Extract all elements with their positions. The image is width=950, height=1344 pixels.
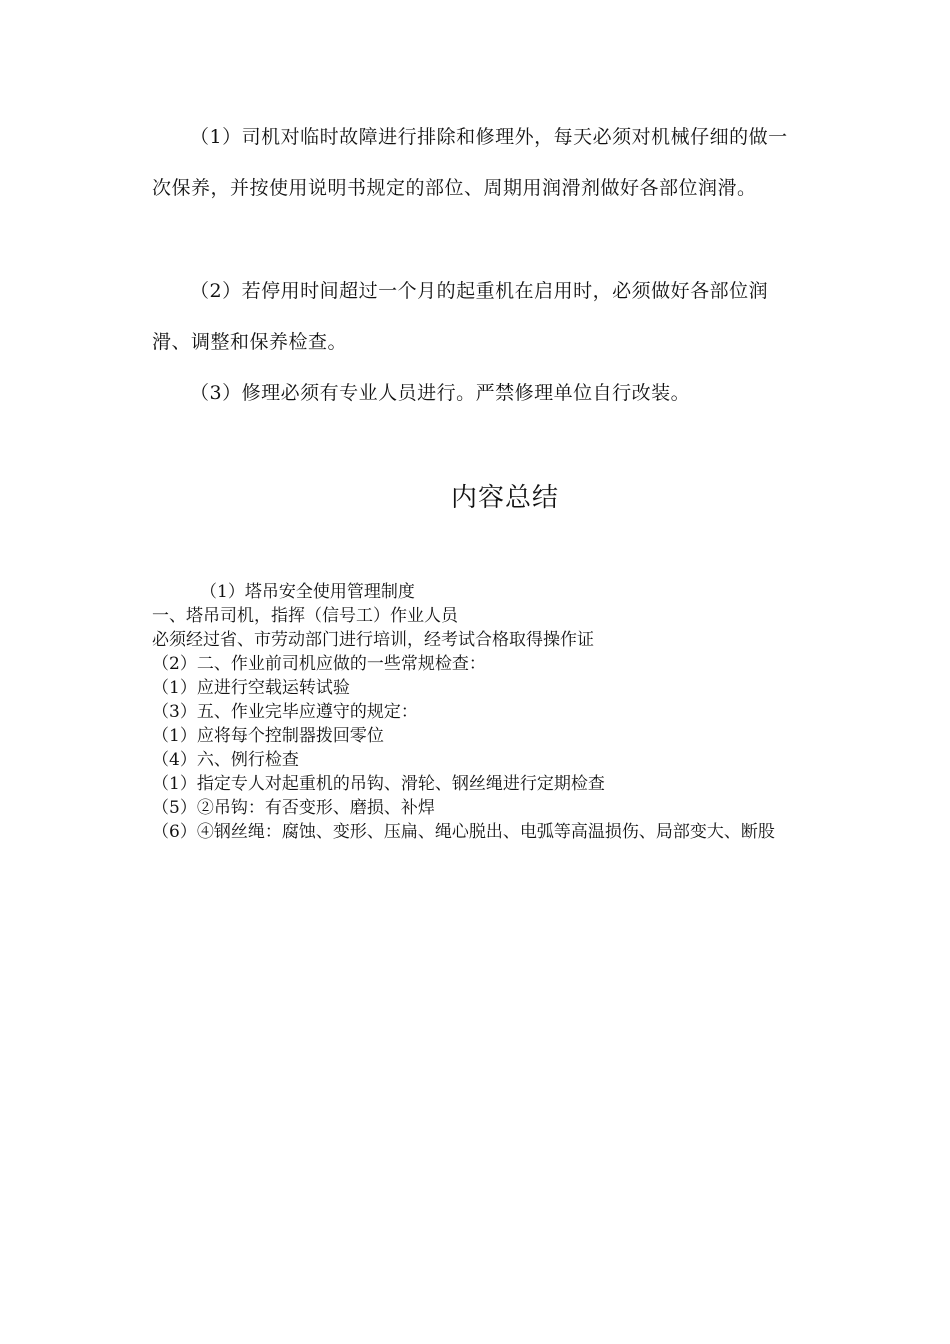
summary-line: （1）塔吊安全使用管理制度 — [200, 582, 415, 602]
paragraph-maintenance-repair: （3）修理必须有专业人员进行。严禁修理单位自行改装。 — [190, 382, 691, 404]
summary-line: 必须经过省、市劳动部门进行培训，经考试合格取得操作证 — [152, 630, 594, 650]
summary-line: （2）二、作业前司机应做的一些常规检查： — [152, 654, 486, 674]
summary-line: （4）六、例行检查 — [152, 750, 299, 770]
summary-line: （1）应进行空载运转试验 — [152, 678, 350, 698]
paragraph-maintenance-daily: （1）司机对临时故障进行排除和修理外，每天必须对机械仔细的做一次保养，并按使用说明书规定的部位、周期用润滑剂做好各部位润滑。 — [152, 126, 788, 199]
summary-line: （1）指定专人对起重机的吊钩、滑轮、钢丝绳进行定期检查 — [152, 774, 605, 794]
summary-line: （3）五、作业完毕应遵守的规定： — [152, 702, 418, 722]
paragraph-maintenance-restart: （2）若停用时间超过一个月的起重机在启用时，必须做好各部位润滑、调整和保养检查。 — [152, 280, 769, 353]
summary-line: 一、塔吊司机，指挥（信号工）作业人员 — [152, 606, 458, 626]
summary-title: 内容总结 — [450, 483, 559, 513]
summary-line: （1）应将每个控制器拨回零位 — [152, 726, 384, 746]
summary-line: （6）④钢丝绳：腐蚀、变形、压扁、绳心脱出、电弧等高温损伤、局部变大、断股 — [152, 822, 775, 842]
summary-line: （5）②吊钩：有否变形、磨损、补焊 — [152, 798, 435, 818]
summary-list — [152, 580, 802, 844]
